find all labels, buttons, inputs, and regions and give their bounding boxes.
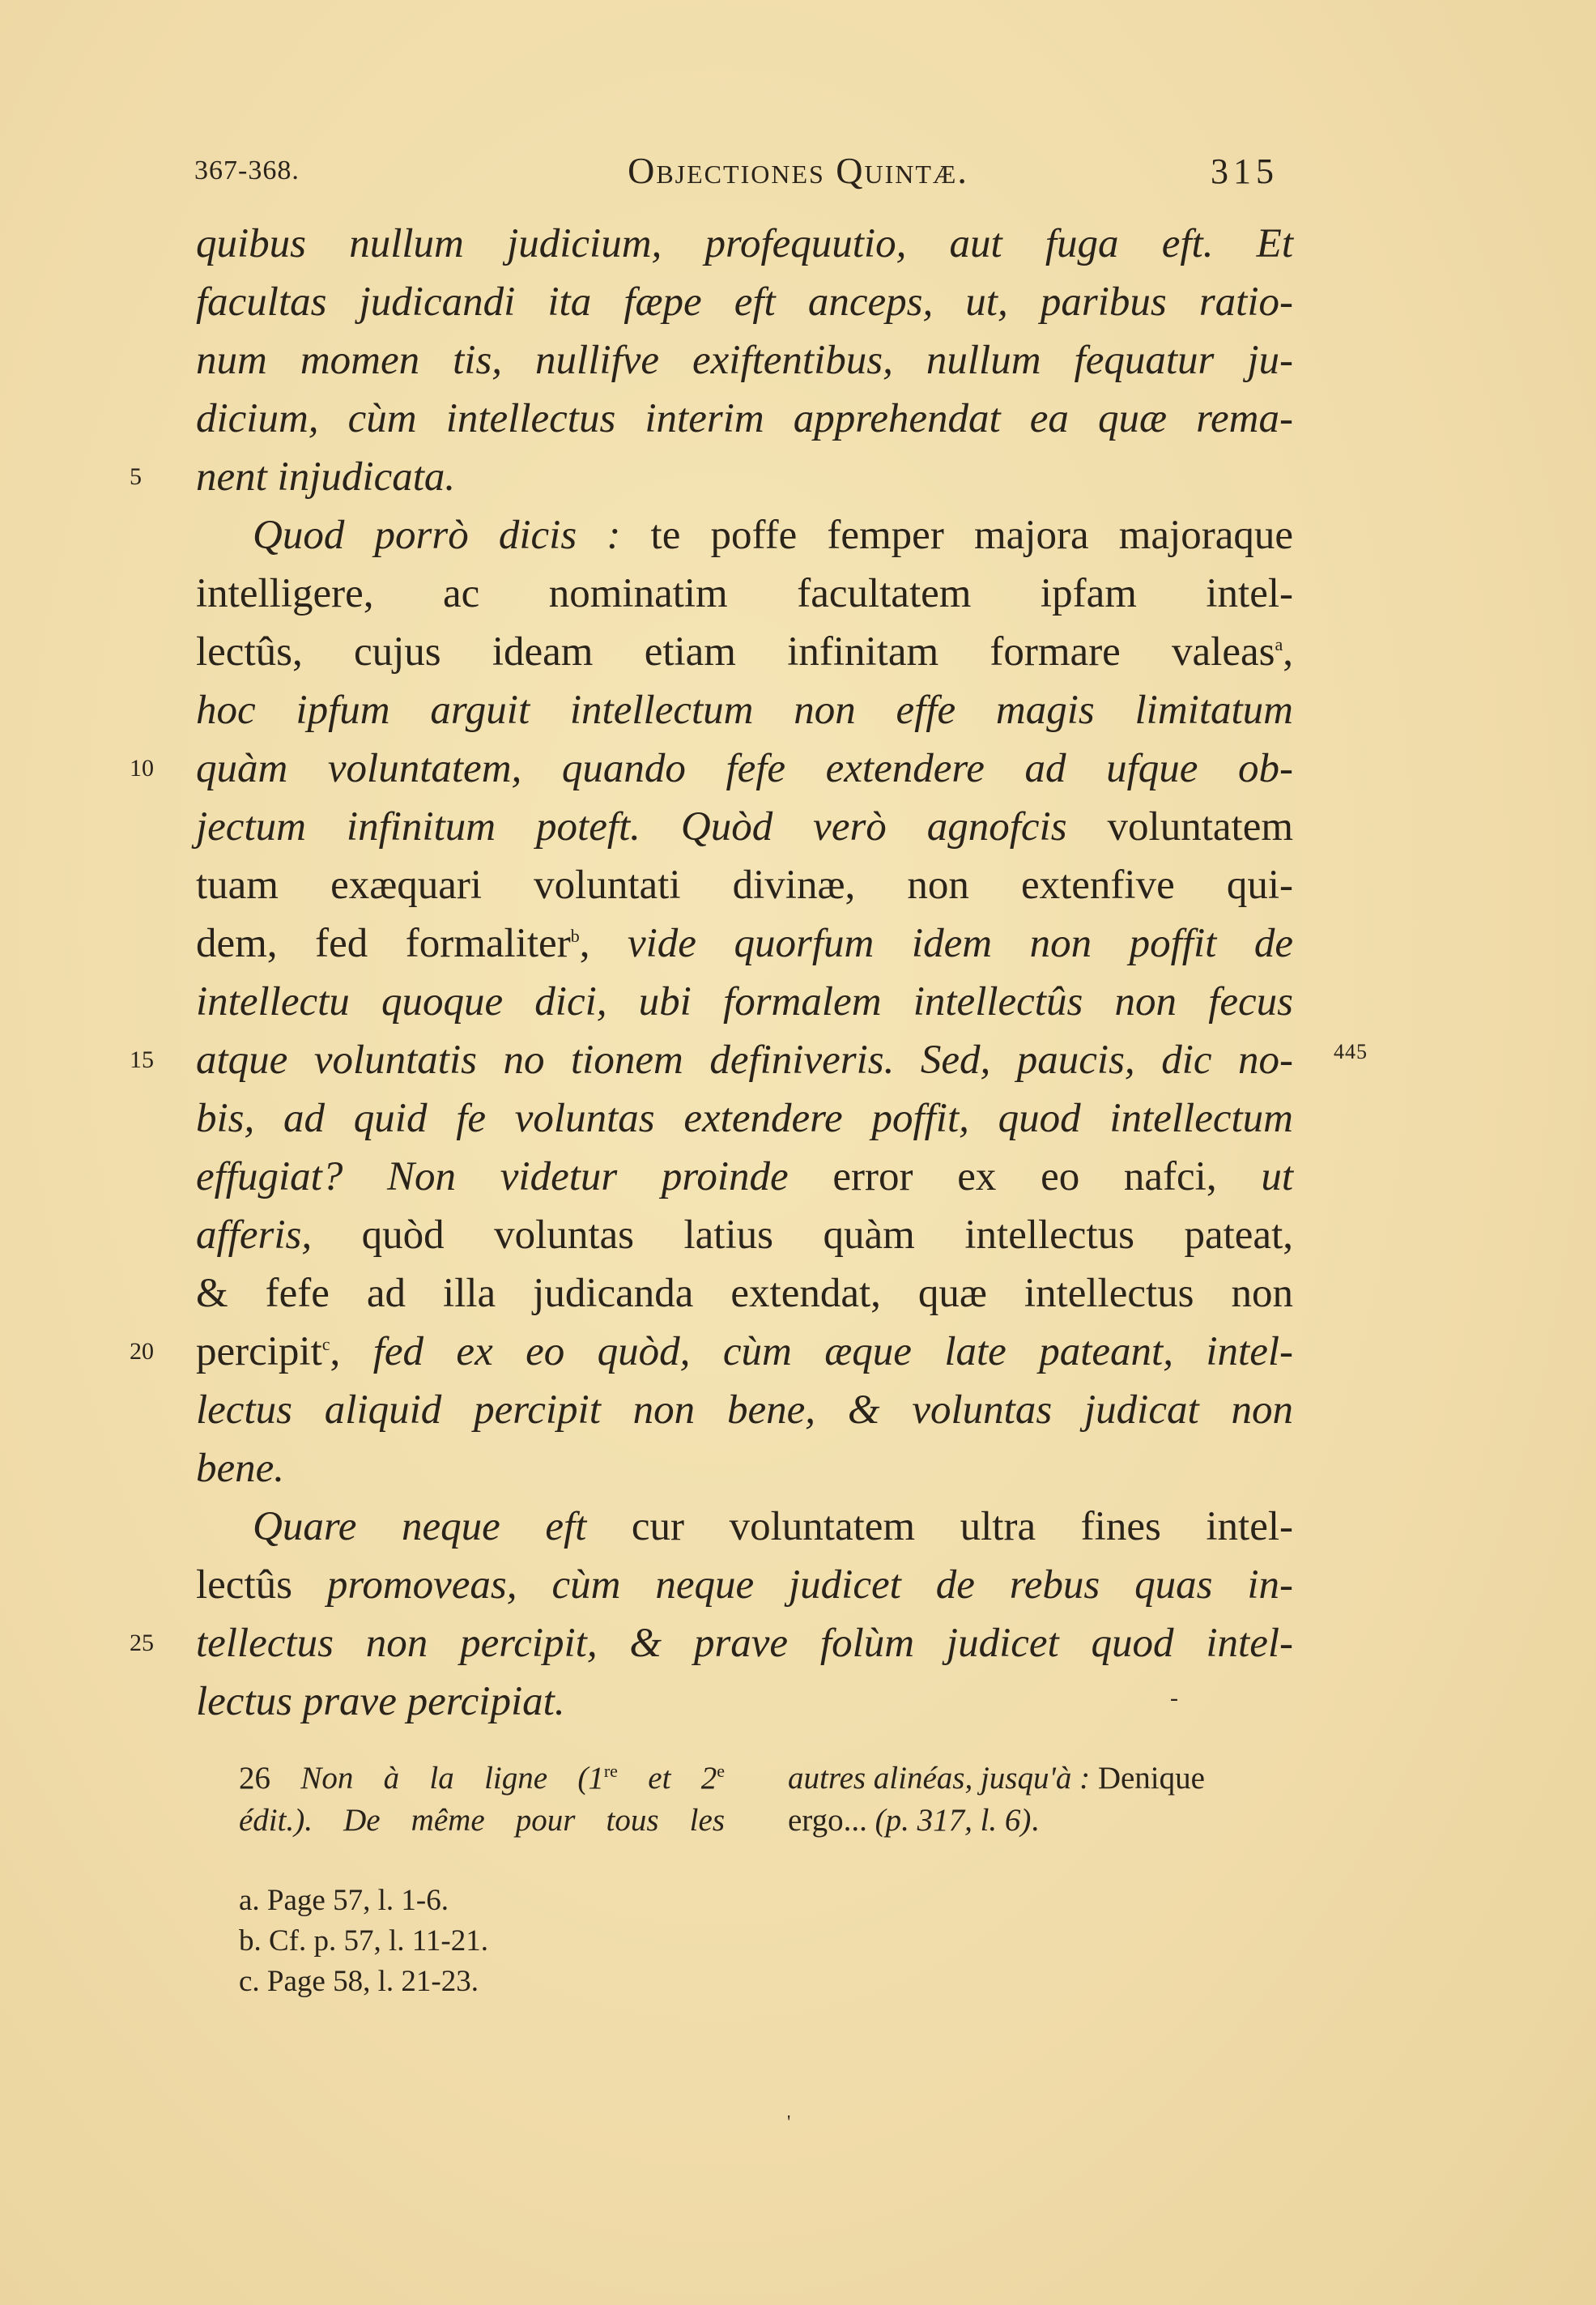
page-range: 367-368. (194, 156, 300, 185)
hyphen-mark: - (1170, 1685, 1178, 1711)
text-line: lectûs promoveas, cùm neque judicet de rebus quas in- (196, 1562, 1293, 1608)
margin-page-number: 445 (1334, 1040, 1368, 1063)
text-line: afferis, quòd voluntas latius quàm intellectus pateat, (196, 1212, 1293, 1258)
line-number: 10 (130, 755, 154, 782)
text-line: 15 atque voluntatis no tionem definiveris. Sed, paucis, dic no- 445 (196, 1031, 1293, 1089)
footnote-ref: b (570, 926, 580, 946)
text-line: effugiat? Non videtur proinde error ex eo nafci, ut (196, 1154, 1293, 1199)
footnote-ref: c (321, 1334, 330, 1354)
text-line: dem, fed formaliter$^b$, vide quorfum idem non poffit de (196, 921, 1294, 966)
footnote: a. Page 57, l. 1-6. (239, 1884, 449, 1917)
text-line: bis, ad quid fe voluntas extendere poffit, quod intellectum (196, 1096, 1293, 1141)
variant-column (239, 1758, 725, 1842)
running-title: Objectiones Quintæ. (628, 150, 968, 191)
footnote: b. Cf. p. 57, l. 11-21. (239, 1924, 488, 1958)
folio-number: 315 (1211, 151, 1279, 191)
text-line: jectum infinitum poteft. Quòd verò agnofcis voluntatem (196, 804, 1294, 850)
text-line: lectûs, cujus ideam etiam infinitam formare valeas$^a$, (196, 629, 1293, 675)
text-line: 20 percipit$^c$, fed ex eo quòd, cùm æque late pateant, intel- (196, 1323, 1293, 1381)
text-line: hoc ipfum arguit intellectum non effe magis limitatum (196, 688, 1293, 733)
line-number: 25 (130, 1630, 154, 1656)
text-line: intelligere, ac nominatim facultatem ipfam intel- (196, 571, 1293, 616)
running-header (0, 146, 1596, 211)
text-line: Quare neque eft cur voluntatem ultra fines intel- (253, 1504, 1294, 1549)
text-line: tuam exæquari voluntati divinæ, non extenfive qui- (196, 863, 1293, 908)
footnotes (239, 1881, 488, 2002)
footnote: c. Page 58, l. 21-23. (239, 1965, 479, 1998)
main-text (130, 215, 1368, 1731)
bottom-mark: ' (787, 2112, 791, 2133)
text-line: Quod porrò dicis : te poffe femper majora majoraque (253, 513, 1293, 558)
text-line: lectus aliquid percipit non bene, & voluntas judicat non (196, 1387, 1293, 1433)
text-line: num momen tis, nullifve exiftentibus, nullum fequatur ju- (196, 338, 1293, 383)
text-line: dicium, cùm intellectus interim apprehendat ea quæ rema- (196, 396, 1293, 441)
text-line: & fefe ad illa judicanda extendat, quæ intellectus non (196, 1271, 1293, 1316)
text-line: intellectu quoque dici, ubi formalem intellectûs non fecus (196, 979, 1293, 1025)
text-line: bene. (196, 1446, 285, 1491)
footnote-ref: a (1275, 634, 1283, 654)
line-number: 5 (130, 463, 142, 490)
variant-line: ergo... (p. 317, l. 6). (788, 1803, 1040, 1838)
text-line: 10 quàm voluntatem, quando fefe extendere ad ufque ob- (196, 739, 1293, 798)
variant-column (788, 1758, 1300, 1842)
line-number: 15 (130, 1046, 154, 1073)
text-line: lectus prave percipiat. (196, 1679, 565, 1724)
text-line: facultas judicandi ita fæpe eft anceps, ut, paribus ratio- (196, 279, 1293, 325)
line-number: 20 (130, 1338, 154, 1365)
text-line: 25 tellectus non percipit, & prave folùm judicet quod intel- (196, 1614, 1293, 1672)
variant-line: 26 Non à la ligne (1re et 2e (239, 1761, 725, 1796)
text-line: 5 nent injudicata. (196, 448, 1293, 506)
variant-line: autres alinéas, jusqu'à : Denique (788, 1761, 1205, 1796)
variant-line: édit.). De même pour tous les (239, 1803, 725, 1838)
text-line: quibus nullum judicium, profequutio, aut fuga eft. Et (196, 221, 1293, 266)
